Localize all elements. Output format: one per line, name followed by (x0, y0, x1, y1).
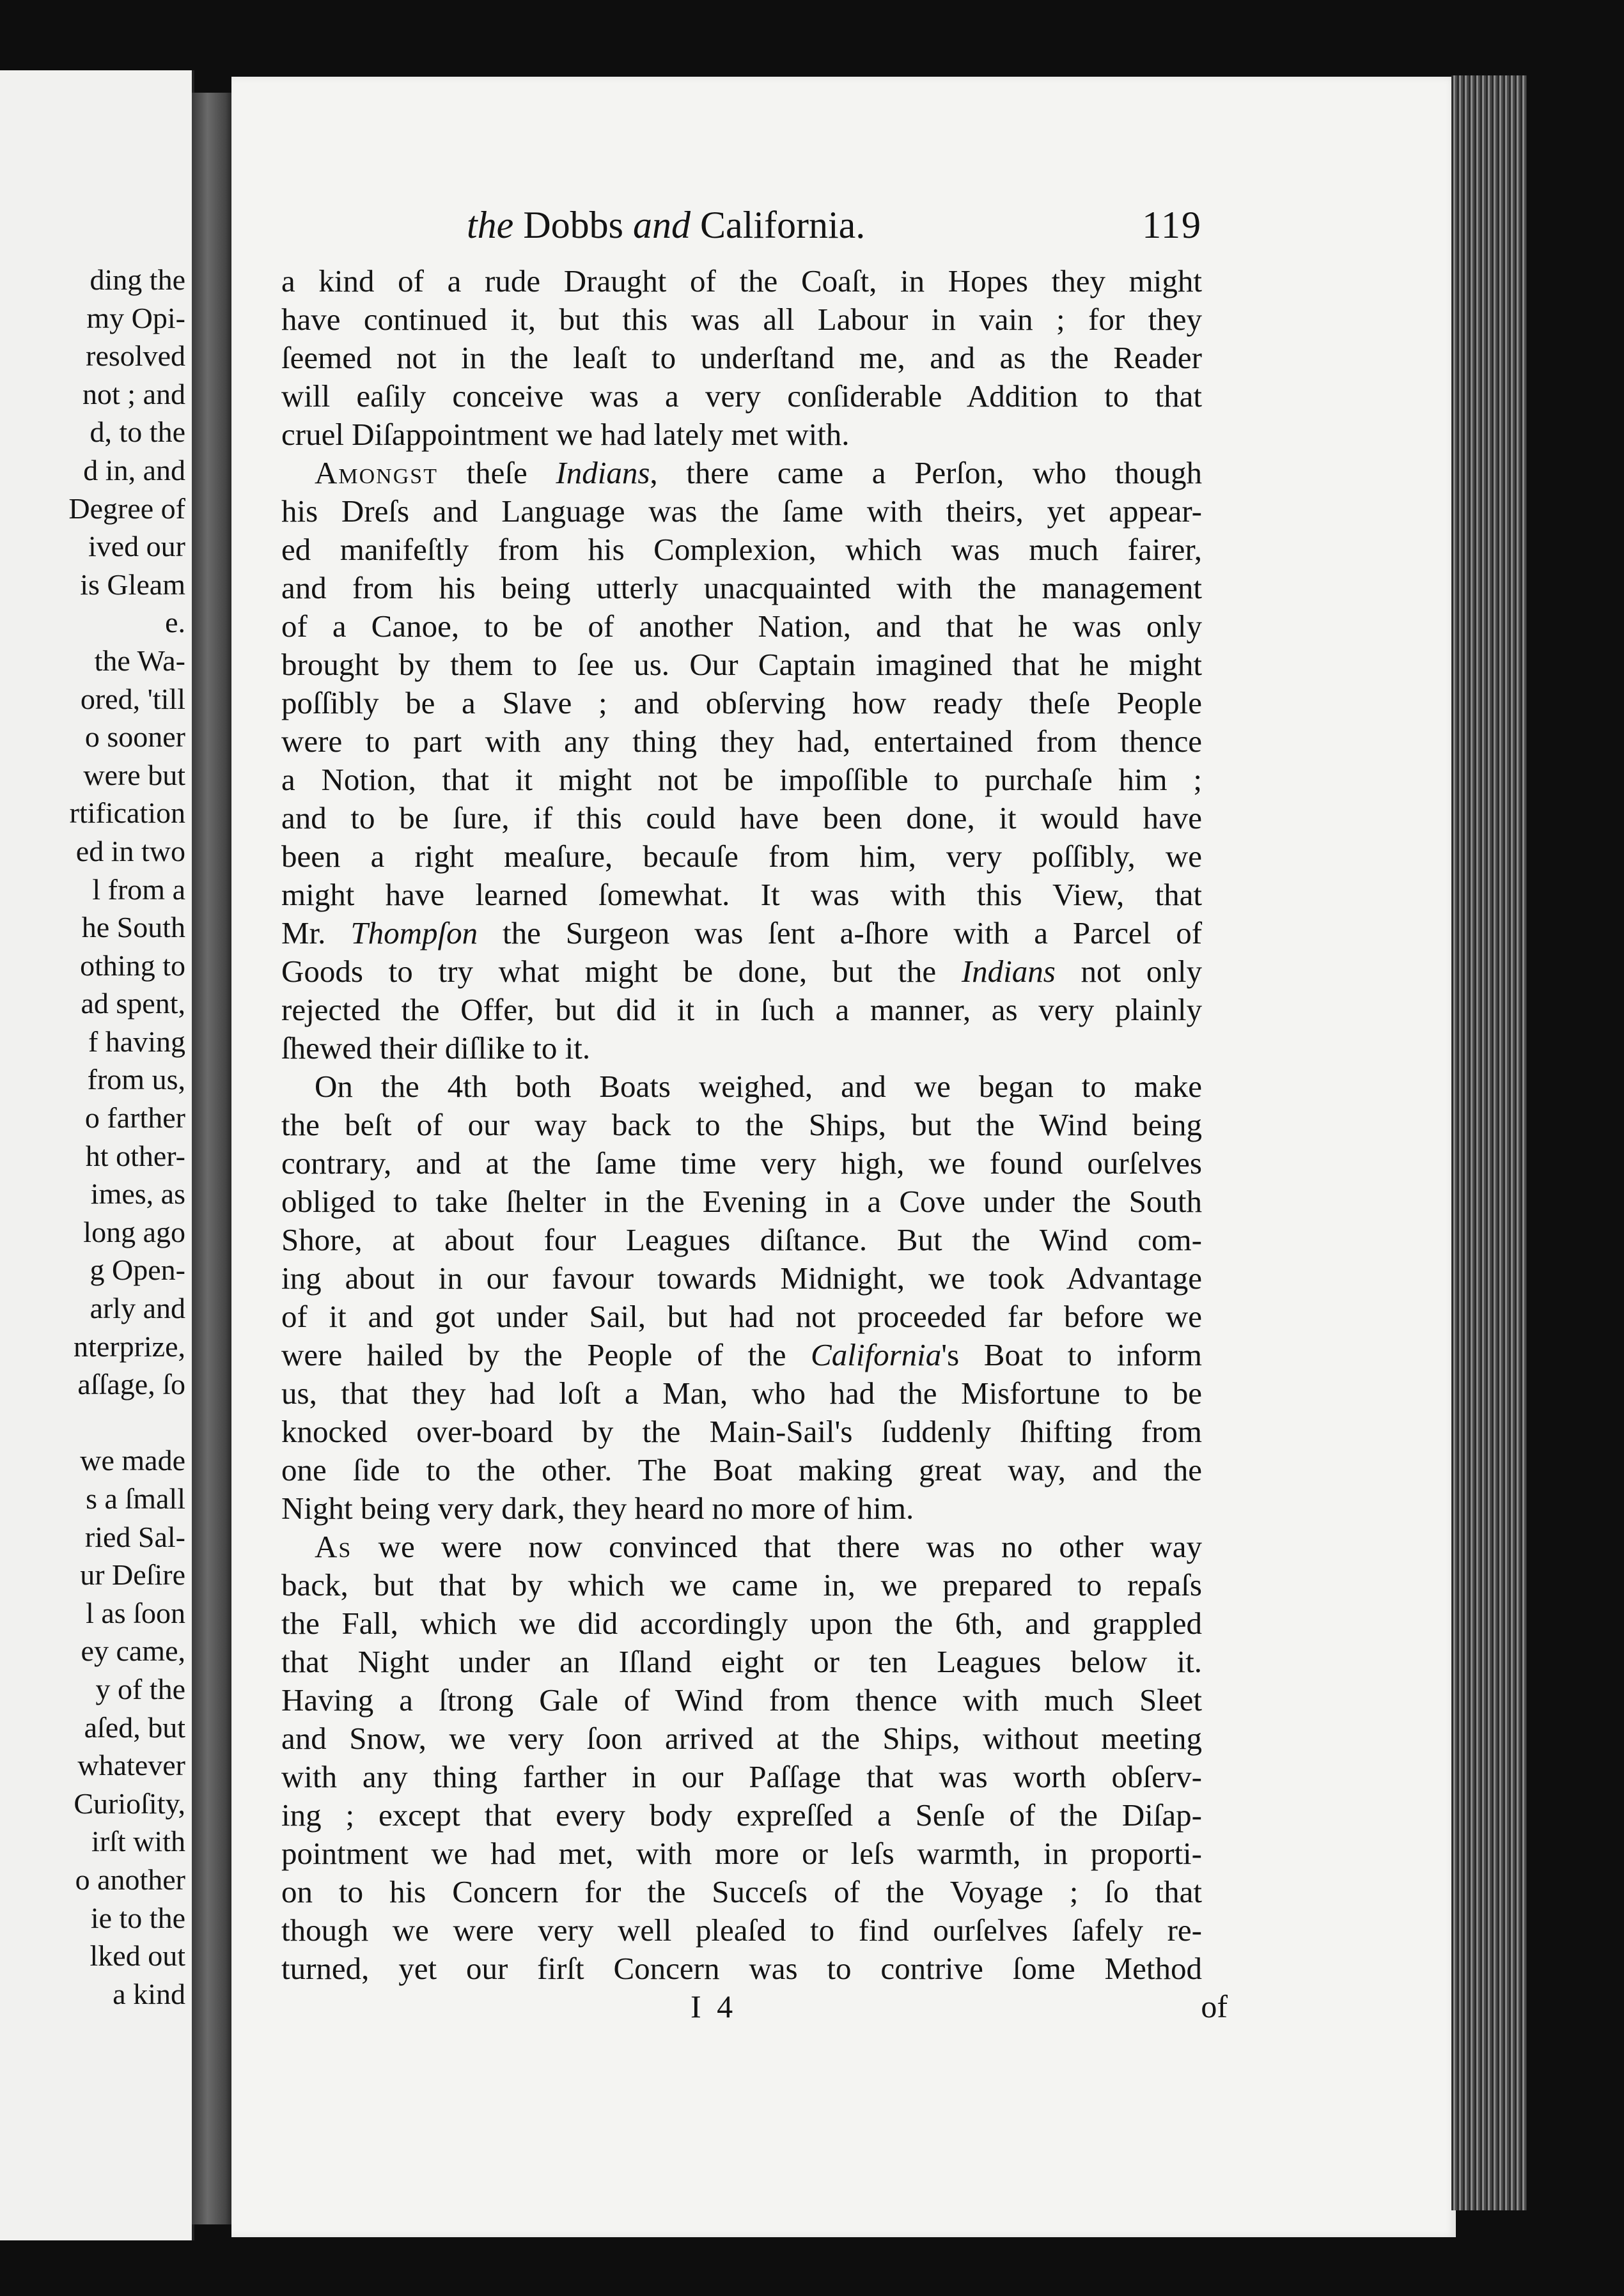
text-run: we were now convinced that there was no other way (352, 1529, 1202, 1564)
text-line: and Snow, we very ſoon arrived at the Ships, without meeting (281, 1721, 1202, 1756)
text-run: the Surgeon was ſent a-ſhore with a Parcel of (478, 915, 1203, 950)
paragraph-start (281, 454, 1202, 492)
italic-word: Indians (961, 954, 1056, 989)
text-run: Mr. (281, 915, 351, 950)
text-line: ing about in our favour towards Midnight, we took Advantage (281, 1260, 1202, 1296)
text-run: not only (1055, 954, 1202, 989)
italic-word: Indians (556, 455, 650, 490)
text-line: a Notion, that it might not be impoſſible to purchaſe him ; (281, 762, 1202, 797)
text-line: the beſt of our way back to the Ships, but the Wind being (281, 1107, 1202, 1142)
text-line: on to his Concern for the Succeſs of the Voyage ; ſo that (281, 1874, 1202, 1909)
page-edges (1451, 75, 1527, 2210)
page-number: 119 (1142, 204, 1202, 246)
text-line: of a Canoe, to be of another Nation, and that he was only (281, 609, 1202, 644)
text-run: , there came a Perſon, who though (650, 455, 1202, 490)
text-line: back, but that by which we came in, we prepared to repaſs (281, 1567, 1202, 1602)
paragraph-start (281, 1528, 1202, 1566)
text-line: Night being very dark, they heard no more of him. (281, 1491, 914, 1526)
text-line: ſhewed their diſlike to it. (281, 1030, 591, 1066)
text-line: Shore, at about four Leagues diſtance. But the Wind com- (281, 1222, 1202, 1257)
text-line: ſeemed not in the leaſt to underſtand me, and as the Reader (281, 340, 1202, 375)
text-line: poſſibly be a Slave ; and obſerving how ready theſe People (281, 685, 1202, 720)
text-line: been a right meaſure, becauſe from him, very poſſibly, we (281, 839, 1202, 874)
text-run: were hailed by the People of the (281, 1337, 811, 1372)
text-run: theſe (437, 455, 556, 490)
text-line: though we were very well pleaſed to find ourſelves ſafely re- (281, 1912, 1202, 1948)
small-caps-lead: As (315, 1529, 352, 1564)
previous-page-text: ding the my Opi- resolved not ; and d, to the d in, and Degree of ived our is Gleam e. the Wa- ored, 'till o sooner were but rtification ed in two l from a he South othing to ad spent, f having from us, o farther ht other- imes, as long ago g Open- arly and nterprize, aſſage, ſo we made s a ſmall ried Sal- ur Deſire l as ſoon ey came, y of the aſed, but whatever Curioſity, irſt with o another ie to the lked out a kind (68, 263, 185, 2010)
running-head (467, 203, 1202, 261)
italic-word: Thompſon (350, 915, 478, 950)
running-title (467, 203, 865, 247)
text-line (281, 914, 1202, 952)
page-footer (281, 1988, 1228, 2033)
body-text (281, 262, 1202, 1988)
running-title-and: and (633, 204, 691, 246)
text-line: of it and got under Sail, but had not proceeded far before we (281, 1299, 1202, 1334)
text-line: us, that they had loſt a Man, who had the Misfortune to be (281, 1376, 1202, 1411)
catchword: of (1201, 1989, 1228, 2024)
text-line: rejected the Offer, but did it in ſuch a manner, as very plainly (281, 992, 1202, 1027)
text-line: ed manifeſtly from his Complexion, which was much fairer, (281, 532, 1202, 567)
text-line: a kind of a rude Draught of the Coaſt, in Hopes they might (281, 263, 1202, 299)
text-line: the Fall, which we did accordingly upon the 6th, and grappled (281, 1606, 1202, 1641)
text-line: brought by them to ſee us. Our Captain imagined that he might (281, 647, 1202, 682)
text-line: turned, yet our firſt Concern was to contrive ſome Method (281, 1951, 1202, 1986)
running-title-california: California. (691, 204, 866, 246)
text-line (281, 952, 1202, 991)
text-line: obliged to take ſhelter in the Evening in a Cove under the South (281, 1184, 1202, 1219)
text-line: pointment we had met, with more or leſs warmth, in proporti- (281, 1836, 1202, 1871)
small-caps-lead: Amongst (315, 455, 438, 490)
text-line: with any thing farther in our Paſſage that was worth obſerv- (281, 1759, 1202, 1794)
paragraph-start: On the 4th both Boats weighed, and we began to make (315, 1069, 1202, 1104)
text-line: were to part with any thing they had, entertained from thence (281, 724, 1202, 759)
text-line: have continued it, but this was all Labour in vain ; for they (281, 302, 1202, 337)
previous-page-fragment (0, 70, 194, 2240)
running-title-the: the (467, 204, 514, 246)
text-run: Goods to try what might be done, but the (281, 954, 962, 989)
text-line (281, 1336, 1202, 1374)
text-line: one ſide to the other. The Boat making great way, and the (281, 1452, 1202, 1487)
text-line: and to be ſure, if this could have been done, it would have (281, 800, 1202, 835)
text-line: his Dreſs and Language was the ſame with theirs, yet appear- (281, 493, 1202, 529)
text-line: will eaſily conceive was a very conſiderable Addition to that (281, 378, 1202, 414)
binding-gutter (192, 93, 231, 2224)
text-line: knocked over-board by the Main-Sail's ſuddenly ſhifting from (281, 1414, 1202, 1449)
text-run: 's Boat to inform (941, 1337, 1202, 1372)
text-line: and from his being utterly unacquainted with the management (281, 570, 1202, 605)
text-line: that Night under an Iſland eight or ten Leagues below it. (281, 1644, 1202, 1679)
running-title-dobbs: Dobbs (513, 204, 633, 246)
signature-mark: I 4 (691, 1989, 737, 2024)
text-line: might have learned ſomewhat. It was with this View, that (281, 877, 1202, 912)
text-line: Having a ſtrong Gale of Wind from thence with much Sleet (281, 1682, 1202, 1718)
text-line: ing ; except that every body expreſſed a Senſe of the Diſap- (281, 1797, 1202, 1833)
italic-word: California (811, 1337, 942, 1372)
text-line: contrary, and at the ſame time very high, we found ourſelves (281, 1145, 1202, 1181)
text-line: cruel Diſappointment we had lately met with. (281, 417, 850, 452)
